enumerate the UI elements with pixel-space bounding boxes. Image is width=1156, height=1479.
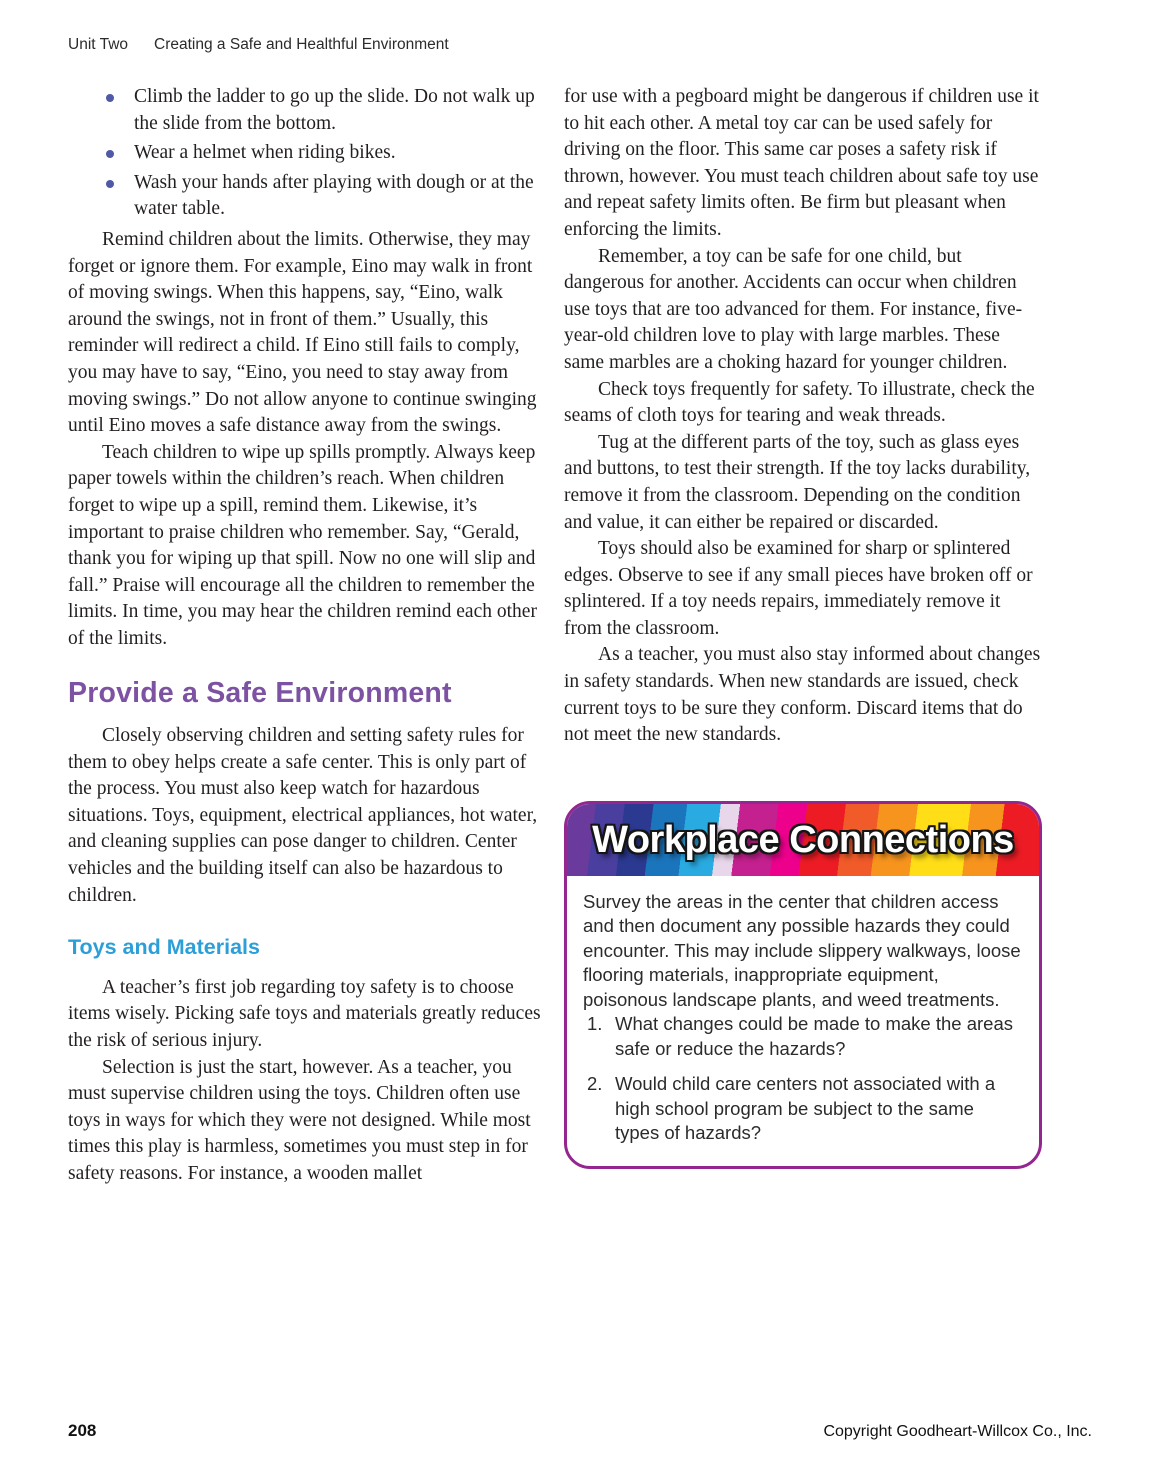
paragraph-remind-limits: Remind children about the limits. Otherwise, they may forget or ignore them. For example, Eino may walk in front of moving swings. When this happens, say, “Eino, walk around the swings, not in front of them.” Usually, this reminder will redirect a child. If Eino still fails to comply, you may have to say, “Eino, you need to stay away from moving swings.” Do not allow anyone to continue swinging until Eino moves a safe distance away from the swings. [68,228,537,437]
paragraph-sharp-edges: Toys should also be examined for sharp or splintered edges. Observe to see if any small pieces have broken off or splintered. If a toy needs repairs, immediately remove it from the classroom. [564,538,1033,639]
subsection-heading-toys-and-materials: Toys and Materials [68,935,260,960]
bullet-text: Climb the ladder to go up the slide. Do not walk up the slide from the bottom. [134,86,535,134]
question-text: What changes could be made to make the areas safe or reduce the hazards? [615,1013,1013,1059]
page-footer [68,1421,1092,1441]
paragraph-pegboard-continuation: for use with a pegboard might be dangerous if children use it to hit each other. A metal toy car can be used safely for driving on the floor. This same car poses a safety risk if thrown, however. You must teach children about safe toy use and repeat safety limits often. Be firm but pleasant when enforcing the limits. [564,86,1039,240]
paragraph-teach-spills: Teach children to wipe up spills promptly. Always keep paper towels within the children’s reach. When children forget to wipe up a spill, remind them. Likewise, it’s important to praise children who remember. Say, “Gerald, thank you for wiping up that spill. Now no one will slip and fall.” Praise will encourage all the children to remember the limits. In time, you may hear the children remind each other of the limits. [68,441,537,649]
left-column [68,84,546,1188]
bullet-dot-icon [104,140,134,167]
question-text: Would child care centers not associated with a high school program be subject to the same types of hazards? [615,1073,996,1144]
safety-rules-bullet-list [68,84,546,223]
two-column-body [68,84,1042,1188]
running-head [68,36,449,54]
running-head-title: Creating a Safe and Healthful Environment [154,36,449,53]
workplace-connections-crayon-banner [567,804,1039,876]
list-item [68,140,546,167]
workplace-question [583,1012,1023,1061]
paragraph-safety-standards: As a teacher, you must also stay informed about changes in safety standards. When new standards are issued, check current toys to be sure they conform. Discard items that do not meet the new standards. [564,644,1041,746]
running-head-unit: Unit Two [68,36,129,53]
question-number: 2. [587,1073,603,1095]
bullet-text: Wash your hands after playing with dough or at the water table. [134,171,534,220]
bullet-dot-icon [104,170,134,223]
paragraph-tug-parts: Tug at the different parts of the toy, such as glass eyes and buttons, to test their strength. If the toy lacks durability, remove it from the classroom. Depending on the condition and value, it can either be repaired or discarded. [564,431,1031,533]
paragraph-closely-observing: Closely observing children and setting safety rules for them to obey helps create a safe center. This is only part of the process. You must also keep watch for hazardous situations. Toys, equipment, electrical appliances, hot water, and cleaning supplies can pose danger to children. Center vehicles and the building itself can also be hazardous to children. [68,725,538,906]
page-number: 208 [68,1421,97,1440]
list-item [68,170,546,223]
paragraph-check-toys: Check toys frequently for safety. To illustrate, check the seams of cloth toys for tearing and weak threads. [564,378,1035,427]
workplace-connections-title: Workplace Connections [592,818,1014,861]
bullet-text: Wear a helmet when riding bikes. [134,142,396,164]
workplace-intro: Survey the areas in the center that children access and then document any possible hazards they could encounter. This may include slippery walkways, loose flooring materials, inappropriate equipment, poisonous landscape plants, and weed treatments. [583,890,1021,1010]
workplace-connections-body [567,876,1039,1166]
list-item [68,84,546,137]
workplace-question [583,1072,1023,1146]
bullet-dot-icon [104,84,134,137]
section-heading-provide-safe-environment: Provide a Safe Environment [68,677,452,710]
paragraph-selection-start: Selection is just the start, however. As a teacher, you must supervise children using the toys. Children often use toys in ways for which they were not designed. While most times this play is harmless, sometimes you must step in for safety reasons. For instance, a wooden mallet [68,1056,531,1184]
paragraph-remember-toy-safe: Remember, a toy can be safe for one child, but dangerous for another. Accidents can occur when children use toys that are too advanced for them. For instance, five-year-old children love to play with large marbles. These same marbles are a choking hazard for younger children. [564,245,1023,373]
question-number: 1. [587,1013,603,1035]
paragraph-teachers-first-job: A teacher’s first job regarding toy safety is to choose items wisely. Picking safe toys and materials greatly reduces the risk of serious injury. [68,976,541,1051]
workplace-connections-box [564,801,1042,1169]
right-column [564,84,1042,1188]
copyright-notice: Copyright Goodheart-Willcox Co., Inc. [823,1423,1092,1440]
